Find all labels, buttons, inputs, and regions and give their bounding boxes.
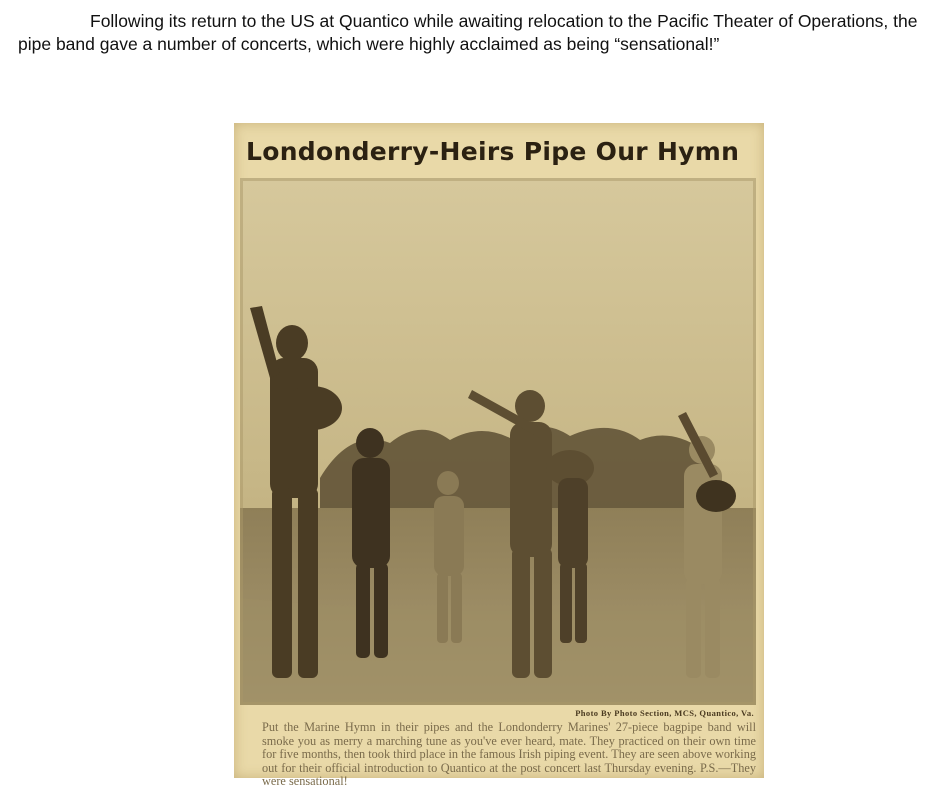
- photo-credit: Photo By Photo Section, MCS, Quantico, Va.: [575, 708, 754, 718]
- newspaper-clipping: [234, 123, 764, 789]
- photo-caption: Put the Marine Hymn in their pipes and the Londonderry Marines' 27-piece bagpipe band will smoke you as merry a marching tune as you've ever heard, mate. They practiced on their own time for five months, then took third place in the famous Irish piping event. They are seen above working out for their official introduction to Quantico at the post concert last Thursday evening. P.S.—They were sensational!: [262, 720, 756, 789]
- clipping-headline: Londonderry-Heirs Pipe Our Hymn: [246, 137, 740, 166]
- pipe-band-photo: [240, 178, 756, 705]
- intro-paragraph: Following its return to the US at Quantico while awaiting relocation to the Pacific Theater of Operations, the pipe band gave a number of concerts, which were highly acclaimed as being “sensational!”: [18, 11, 918, 54]
